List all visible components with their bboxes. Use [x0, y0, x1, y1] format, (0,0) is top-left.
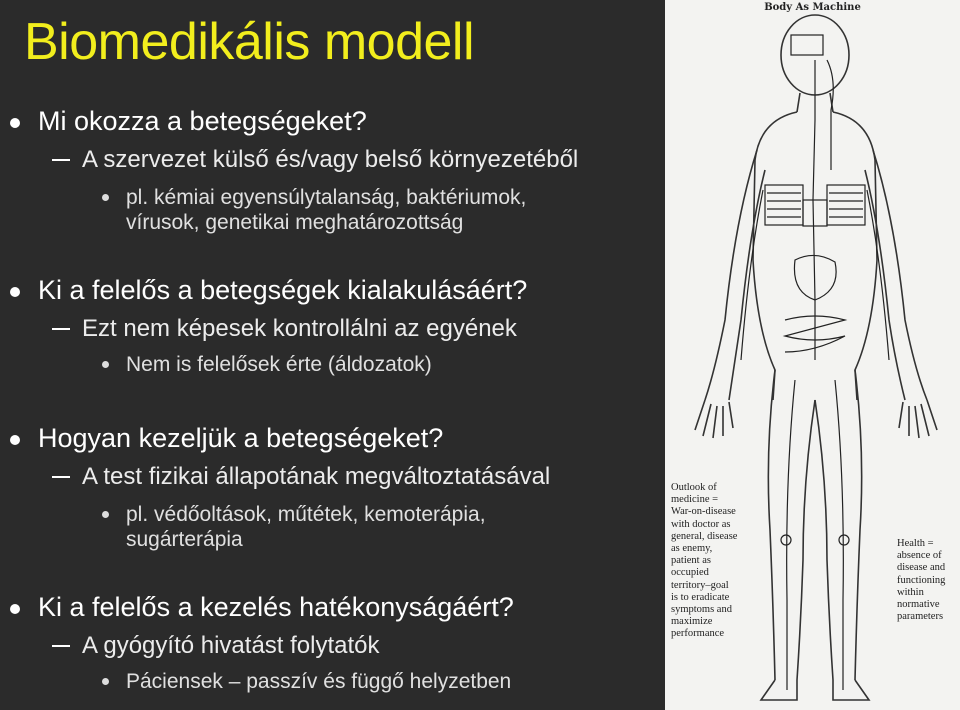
detail-3-line-1: pl. védőoltások, műtétek, kemoterápia, — [126, 503, 486, 526]
sub-bullet-4 — [82, 632, 380, 660]
detail-4-line-1: Páciensek – passzív és függő helyzetben — [126, 670, 512, 693]
bullet-dot — [10, 604, 20, 614]
lung-right-coils — [829, 193, 863, 217]
caption-right-line: parameters — [897, 611, 944, 623]
caption-right — [897, 538, 945, 623]
knee-joint-right — [839, 535, 849, 545]
detail-3 — [126, 502, 486, 552]
caption-left-line: War-on-disease — [671, 506, 736, 518]
caption-left-line: performance — [671, 628, 725, 640]
throat-pipe — [827, 60, 833, 170]
caption-right-line: functioning — [897, 574, 946, 586]
arm-tube-left — [741, 190, 763, 360]
sub-bullet-2 — [82, 315, 517, 343]
caption-left-line: general, disease — [671, 530, 738, 542]
detail-4 — [126, 669, 511, 694]
left-foot-outline — [761, 680, 797, 700]
heart-pump — [803, 200, 827, 226]
arm-tube-right — [867, 190, 889, 360]
caption-left-line: is to eradicate — [671, 591, 730, 603]
bullet-dot-small — [102, 194, 109, 201]
dash-marker — [52, 645, 70, 647]
dash-marker — [52, 328, 70, 330]
caption-left-line: territory–goal — [671, 579, 729, 591]
caption-left-line: maximize — [671, 616, 713, 628]
dash-marker — [52, 476, 70, 478]
caption-right-line: disease and — [897, 562, 946, 574]
caption-right-line: normative — [897, 599, 940, 611]
brain-machine — [791, 35, 823, 55]
detail-2 — [126, 352, 432, 377]
knee-joint-left — [781, 535, 791, 545]
left-arm-outline — [705, 150, 765, 400]
dash-marker — [52, 159, 70, 161]
bullet-dot-small — [102, 511, 109, 518]
detail-1-line-2: vírusok, genetikai meghatározottság — [126, 211, 464, 234]
bullet-4-text: Ki a felelős a kezelés hatékonyságáért? — [38, 592, 514, 622]
right-hand-outline — [899, 400, 937, 438]
detail-3-line-2: sugárterápia — [126, 528, 243, 551]
detail-1-line-1: pl. kémiai egyensúlytalanság, baktériumok, — [126, 186, 527, 209]
bullet-1 — [38, 106, 367, 137]
sub-bullet-2-text: Ezt nem képesek kontrollálni az egyének — [82, 315, 517, 342]
bullet-dot — [10, 118, 20, 128]
right-foot-outline — [833, 680, 869, 700]
detail-2-line-1: Nem is felelősek érte (áldozatok) — [126, 353, 432, 376]
sub-bullet-1-text: A szervezet külső és/vagy belső környezetéből — [82, 146, 579, 173]
sub-bullet-3 — [82, 463, 550, 491]
sub-bullet-4-text: A gyógyító hivatást folytatók — [82, 632, 380, 659]
caption-right-line: Health = — [897, 538, 934, 549]
sub-bullet-1 — [82, 146, 578, 174]
caption-left-line: medicine = — [671, 494, 719, 506]
caption-left-line: occupied — [671, 567, 709, 579]
caption-right-line: absence of — [897, 550, 942, 562]
bullet-3 — [38, 423, 443, 454]
bullet-2 — [38, 275, 527, 306]
lung-left-coils — [767, 193, 801, 217]
caption-left-line: symptoms and — [671, 604, 732, 616]
caption-left — [671, 482, 737, 641]
spinal-pipe — [813, 60, 815, 360]
caption-left-line: as enemy, — [671, 543, 713, 555]
sub-bullet-3-text: A test fizikai állapotának megváltoztatásával — [82, 463, 551, 490]
caption-right-line: within — [897, 586, 924, 598]
caption-left-line: with doctor as — [671, 518, 731, 530]
bullet-1-text: Mi okozza a betegségeket? — [38, 106, 367, 136]
lung-right — [827, 185, 865, 225]
slide-title: Biomedikális modell — [24, 13, 475, 71]
bullet-dot — [10, 435, 20, 445]
bullet-dot-small — [102, 361, 109, 368]
caption-left-line: Outlook of — [671, 482, 717, 493]
right-arm-outline — [865, 150, 927, 400]
lung-left — [765, 185, 803, 225]
body-as-machine-illustration — [665, 0, 960, 710]
detail-1 — [126, 185, 526, 235]
bullet-2-text: Ki a felelős a betegségek kialakulásáért? — [38, 275, 528, 305]
caption-left-line: patient as — [671, 555, 711, 567]
figure-title: Body As Machine — [764, 2, 861, 13]
left-hand-outline — [695, 400, 733, 438]
bullet-3-text: Hogyan kezeljük a betegségeket? — [38, 423, 444, 453]
bullet-dot — [10, 287, 20, 297]
bullet-dot-small — [102, 678, 109, 685]
bullet-4 — [38, 592, 514, 623]
